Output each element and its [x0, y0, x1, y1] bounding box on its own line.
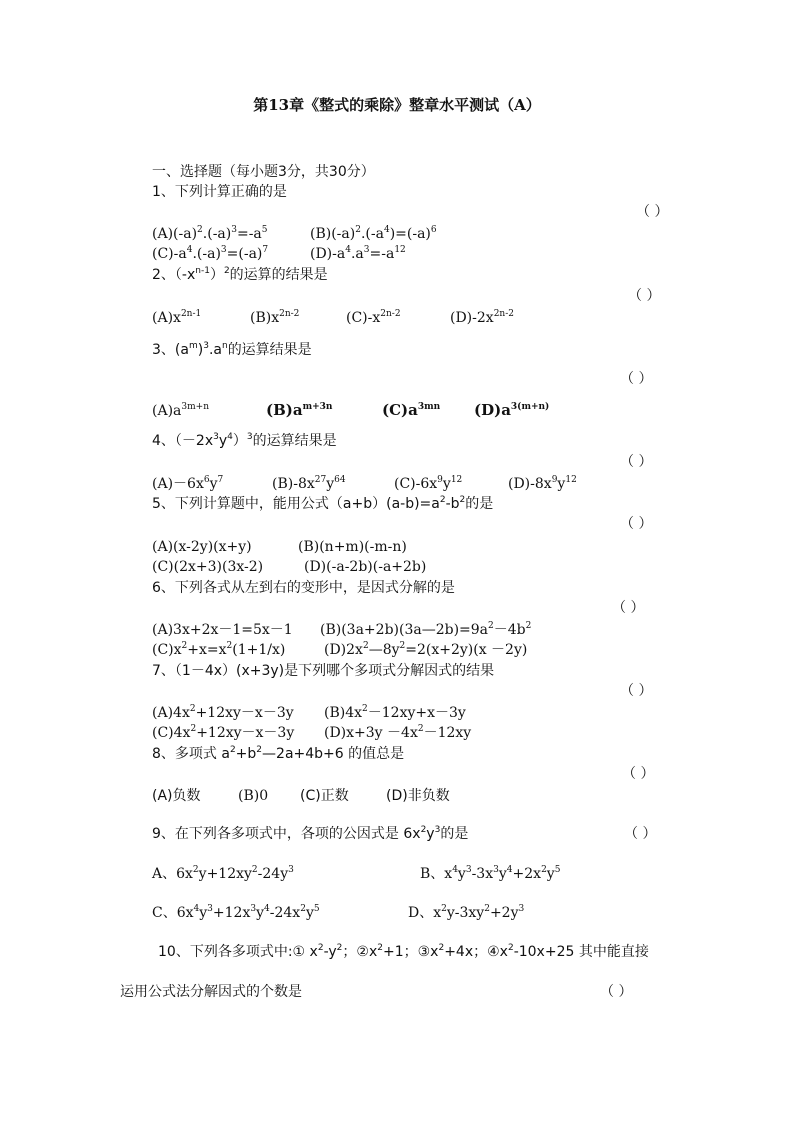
q10-answer-blank: （ ）: [600, 984, 633, 1000]
q4-answer-blank: （ ）: [620, 454, 653, 470]
q8-answer-blank: （ ）: [622, 766, 655, 782]
q5-option-a: (A)(x-2y)(x+y): [152, 539, 252, 555]
q6-option-a: (A)3x+2x－1=5x－1: [152, 622, 293, 638]
q5-answer-blank: （ ）: [620, 516, 653, 532]
q2-stem: 2、$(-x^{n-1})^2$的运算的结果是: [152, 266, 328, 283]
q9-option-c: C、$6x^4y^3+12x^3y^4-24x^2y^5$: [152, 904, 320, 921]
q9-option-b: B、$x^4y^3-3x^3y^4+2x^2y^5$: [420, 865, 561, 882]
q8-option-b: (B)0: [238, 788, 269, 804]
q6-answer-blank: （ ）: [612, 600, 645, 616]
q8-option-a: (A)负数: [152, 788, 201, 804]
q10-stem-line2: 运用公式法分解因式的个数是: [120, 984, 302, 1000]
q9-option-a: A、$6x^2y+12xy^2-24y^3$: [152, 865, 294, 882]
q2-option-d: $(D)-2x^{2n-2}$: [450, 309, 514, 326]
q1-stem: 1、下列计算正确的是: [152, 184, 287, 200]
q2-option-c: $(C)-x^{2n-2}$: [346, 309, 401, 326]
q9-stem: 9、在下列各多项式中，各项的公因式是 $6x^2y^3$的是: [152, 825, 469, 842]
q4-option-d: $(D)-8x^9y^{12}$: [508, 475, 577, 492]
q1-option-a: $(A)(-a)^2.(-a)^3=-a^5$: [152, 225, 268, 242]
q1-option-c: $(C)-a^4.(-a)^3=(-a)^7$: [152, 245, 269, 262]
q8-option-c: (C)正数: [300, 788, 349, 804]
q3-answer-blank: （ ）: [620, 371, 653, 387]
q4-option-a: $(A)-6x^6y^7$: [152, 475, 224, 492]
q3-stem: 3、$(a^m)^3.a^n$的运算结果是: [152, 341, 312, 358]
q9-option-d: D、$x^2y-3xy^2+2y^3$: [408, 904, 525, 921]
q6-stem: 6、下列各式从左到右的变形中，是因式分解的是: [152, 580, 455, 596]
q4-option-b: $(B)-8x^{27}y^{64}$: [272, 475, 346, 492]
q1-option-b: $(B)(-a)^2.(-a^4)=(-a)^6$: [310, 225, 437, 242]
q8-stem: 8、多项式 $a^2+b^2—2a+4b+6$ 的值总是: [152, 745, 405, 762]
q5-stem: 5、下列计算题中，能用公式$(a+b)(a-b)=a^2-b^2$的是: [152, 495, 494, 512]
q6-option-b: $(B)(3a+2b)(3a—2b)=9a^2-4b^2$: [320, 621, 532, 638]
q7-option-c: $(C)4x^2+12xy-x-3y$: [152, 724, 295, 741]
q6-option-d: $(D)2x^2—8y^2=2(x+2y)(x -2y)$: [324, 641, 528, 658]
q2-option-b: $(B)x^{2n-2}$: [250, 309, 300, 326]
q1-option-d: $(D)-a^4.a^3=-a^{12}$: [310, 245, 406, 262]
q3-option-d: $(D)a^{3(m+n)}$: [474, 401, 550, 419]
q8-option-d: (D)非负数: [386, 788, 450, 804]
q5-option-d: (D)(-a-2b)(-a+2b): [304, 559, 427, 575]
q7-stem: 7、（1－4x）(x+3y)是下列哪个多项式分解因式的结果: [152, 663, 495, 679]
q1-answer-blank: （ ）: [636, 204, 669, 220]
q4-option-c: $(C)-6x^9y^{12}$: [394, 475, 463, 492]
q3-option-a: $(A)a^{3m+n}$: [152, 402, 209, 419]
page-title: 第13章《整式的乘除》整章水平测试（A）: [253, 96, 541, 114]
q4-stem: 4、$(-2x^3y^4)^3$的运算结果是: [152, 432, 337, 449]
q7-option-b: $(B)4x^2-12xy+x-3y$: [324, 704, 466, 721]
q5-option-b: (B)(n+m)(-m-n): [298, 539, 407, 555]
q2-option-a: $(A)x^{2n-1}$: [152, 309, 202, 326]
q6-option-c: $(C)x^2+x=x^2(1+1/x)$: [152, 641, 286, 658]
q3-option-c: $(C)a^{3mn}$: [382, 401, 441, 419]
q7-option-a: $(A)4x^2+12xy-x-3y$: [152, 704, 294, 721]
q10-stem-line1: 10、下列各多项式中:① $x^2-y^2$；$②x^2+1$；$③x^2+4x$；$④x^2-10x+25$ 其中能直接: [158, 943, 649, 960]
q7-option-d: $(D)x+3y -4x^2-12xy$: [324, 724, 472, 741]
section-heading: 一、选择题（每小题3分，共30分）: [152, 164, 375, 180]
q3-option-b: $(B)a^{m+3n}$: [266, 401, 333, 419]
q2-answer-blank: （ ）: [628, 288, 661, 304]
q9-answer-blank: （ ）: [624, 826, 657, 842]
q7-answer-blank: （ ）: [620, 683, 653, 699]
q5-option-c: (C)(2x+3)(3x-2): [152, 559, 264, 575]
